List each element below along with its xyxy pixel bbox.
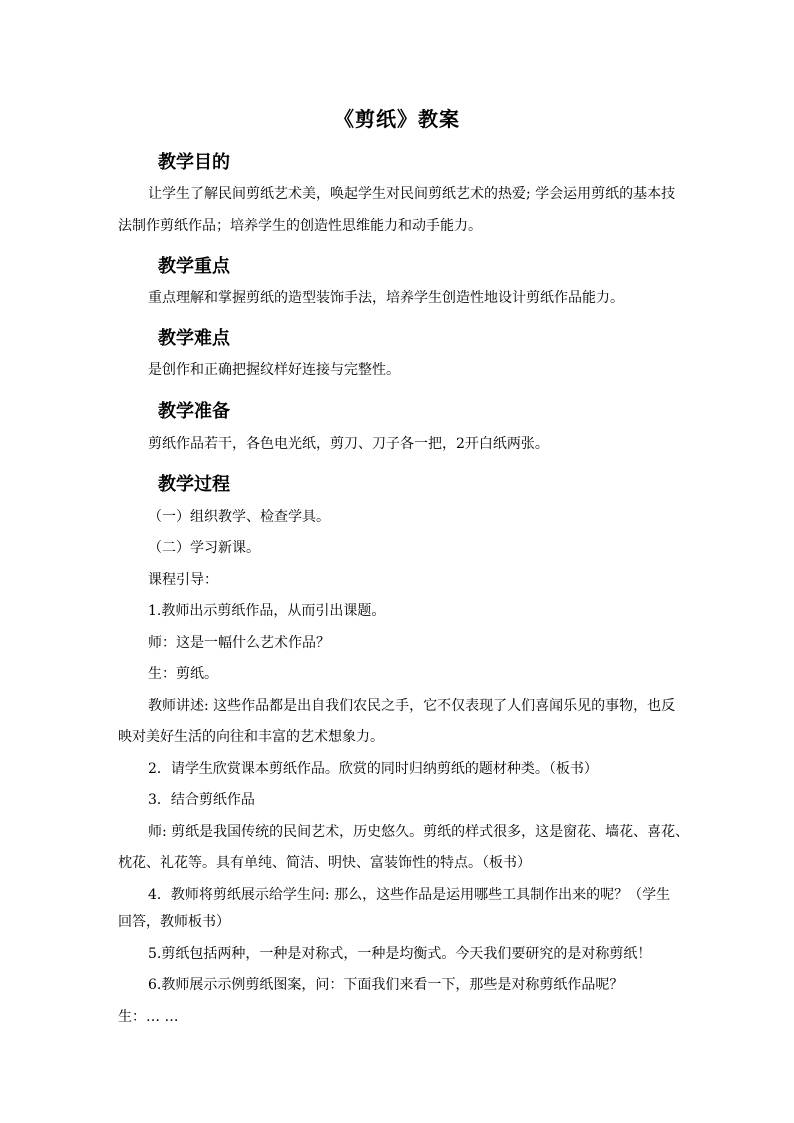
heading-purpose: 教学目的 <box>158 152 230 173</box>
process-line: 4．教师将剪纸展示给学生问: 那么，这些作品是运用哪些工具制作出来的呢？（学生 <box>148 887 671 903</box>
process-line: 映对美好生活的向往和丰富的艺术想象力。 <box>118 729 384 745</box>
process-line: 教师讲述: 这些作品都是出自我们农民之手，它不仅表现了人们喜闻乐见的事物，也反 <box>148 698 676 714</box>
process-line: 5.剪纸包括两种，一种是对称式，一种是均衡式。今天我们要研究的是对称剪纸！ <box>148 946 652 962</box>
process-line: 枕花、礼花等。具有单纯、简洁、明快、富装饰性的特点。（板书） <box>118 855 531 871</box>
process-line: 课程引导： <box>148 572 218 588</box>
purpose-line-2: 法制作剪纸作品；培养学生的创造性思维能力和动手能力。 <box>118 218 482 234</box>
process-line: （二）学习新课。 <box>148 540 260 556</box>
heading-difficulties: 教学难点 <box>158 328 230 349</box>
process-line: 生：剪纸。 <box>148 666 218 682</box>
process-line: 生：… … <box>118 1009 179 1025</box>
document-title: 《剪纸》教案 <box>334 107 460 131</box>
key-points-line-1: 重点理解和掌握剪纸的造型装饰手法，培养学生创造性地设计剪纸作品能力。 <box>148 290 624 306</box>
difficulties-line-1: 是创作和正确把握纹样好连接与完整性。 <box>148 362 400 378</box>
process-line: 3．结合剪纸作品 <box>148 792 255 808</box>
process-line: 回答，教师板书） <box>118 914 230 930</box>
process-line: 师：这是一幅什么艺术作品？ <box>148 635 330 651</box>
heading-key-points: 教学重点 <box>158 256 230 277</box>
process-line: 1.教师出示剪纸作品，从而引出课题。 <box>148 603 386 619</box>
preparation-line-1: 剪纸作品若干，各色电光纸，剪刀、刀子各一把，2开白纸两张。 <box>148 436 549 452</box>
process-line: 2．请学生欣赏课本剪纸作品。欣赏的同时归纳剪纸的题材种类。（板书） <box>148 761 598 777</box>
heading-process: 教学过程 <box>158 474 230 495</box>
process-line: （一）组织教学、检查学具。 <box>148 509 330 525</box>
heading-preparation: 教学准备 <box>158 401 230 422</box>
process-line: 6.教师展示示例剪纸图案，问：下面我们来看一下，那些是对称剪纸作品呢？ <box>148 977 624 993</box>
process-line: 师: 剪纸是我国传统的民间艺术，历史悠久。剪纸的样式很多，这是窗花、墙花、喜花、 <box>148 824 690 840</box>
purpose-line-1: 让学生了解民间剪纸艺术美，唤起学生对民间剪纸艺术的热爱; 学会运用剪纸的基本技 <box>148 186 676 202</box>
